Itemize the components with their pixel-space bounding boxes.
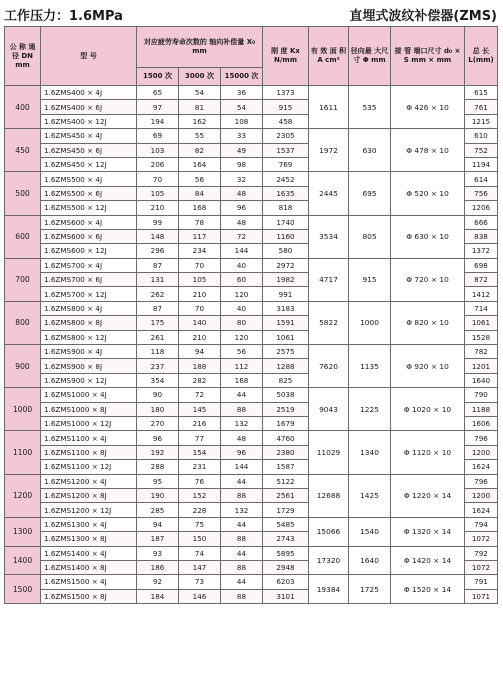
x15000-cell: 49	[221, 143, 263, 157]
model-cell: 1.6ZMS1100 × 12J	[41, 460, 137, 474]
x1500-cell: 70	[137, 172, 179, 186]
model-cell: 1.6ZMS450 × 12J	[41, 157, 137, 171]
table-row	[5, 388, 498, 402]
diameter-cell: 805	[349, 215, 391, 258]
length-cell: 756	[465, 186, 498, 200]
length-cell: 782	[465, 345, 498, 359]
length-cell: 1072	[465, 560, 498, 574]
col-pipe-header: 接 管 端口尺寸 d₀ × S mm × mm	[391, 27, 465, 86]
x1500-cell: 92	[137, 575, 179, 589]
area-cell: 3534	[309, 215, 349, 258]
x15000-cell: 88	[221, 532, 263, 546]
stiffness-cell: 1160	[263, 229, 309, 243]
stiffness-cell: 1061	[263, 330, 309, 344]
diameter-cell: 915	[349, 258, 391, 301]
x15000-cell: 40	[221, 301, 263, 315]
model-cell: 1.6ZMS1100 × 4J	[41, 431, 137, 445]
pipe-cell: Φ 920 × 10	[391, 345, 465, 388]
length-cell: 796	[465, 474, 498, 488]
stiffness-cell: 825	[263, 373, 309, 387]
model-cell: 1.6ZMS400 × 4J	[41, 86, 137, 100]
model-cell: 1.6ZMS800 × 4J	[41, 301, 137, 315]
diameter-cell: 535	[349, 86, 391, 129]
length-cell: 698	[465, 258, 498, 272]
model-cell: 1.6ZMS900 × 12J	[41, 373, 137, 387]
stiffness-cell: 5895	[263, 546, 309, 560]
stiffness-cell: 1288	[263, 359, 309, 373]
x1500-cell: 184	[137, 589, 179, 603]
x15000-cell: 48	[221, 186, 263, 200]
stiffness-cell: 4760	[263, 431, 309, 445]
x3000-cell: 82	[179, 143, 221, 157]
model-cell: 1.6ZMS500 × 4J	[41, 172, 137, 186]
x3000-cell: 72	[179, 388, 221, 402]
stiffness-cell: 769	[263, 157, 309, 171]
x15000-cell: 144	[221, 460, 263, 474]
model-cell: 1.6ZMS700 × 4J	[41, 258, 137, 272]
x15000-cell: 44	[221, 546, 263, 560]
dn-cell: 1500	[5, 575, 41, 604]
dn-cell: 400	[5, 86, 41, 129]
x1500-cell: 186	[137, 560, 179, 574]
x15000-cell: 168	[221, 373, 263, 387]
x3000-cell: 168	[179, 201, 221, 215]
x15000-cell: 80	[221, 316, 263, 330]
x1500-cell: 285	[137, 503, 179, 517]
x3000-cell: 147	[179, 560, 221, 574]
x3000-cell: 73	[179, 575, 221, 589]
x3000-cell: 234	[179, 244, 221, 258]
area-cell: 1972	[309, 129, 349, 172]
model-cell: 1.6ZMS800 × 12J	[41, 330, 137, 344]
x15000-cell: 132	[221, 416, 263, 430]
diameter-cell: 1425	[349, 474, 391, 517]
model-cell: 1.6ZMS900 × 4J	[41, 345, 137, 359]
col-model-header: 型 号	[41, 27, 137, 86]
length-cell: 838	[465, 229, 498, 243]
x15000-cell: 112	[221, 359, 263, 373]
model-cell: 1.6ZMS800 × 8J	[41, 316, 137, 330]
dn-cell: 500	[5, 172, 41, 215]
area-cell: 17320	[309, 546, 349, 575]
model-cell: 1.6ZMS1500 × 8J	[41, 589, 137, 603]
x1500-cell: 131	[137, 273, 179, 287]
length-cell: 1528	[465, 330, 498, 344]
pipe-cell: Φ 1120 × 10	[391, 431, 465, 474]
diameter-cell: 1225	[349, 388, 391, 431]
stiffness-cell: 3183	[263, 301, 309, 315]
x3000-cell: 210	[179, 287, 221, 301]
table-row	[5, 129, 498, 143]
x15000-cell: 44	[221, 388, 263, 402]
stiffness-cell: 991	[263, 287, 309, 301]
table-row	[5, 546, 498, 560]
length-cell: 1624	[465, 503, 498, 517]
pipe-cell: Φ 820 × 10	[391, 301, 465, 344]
length-cell: 1215	[465, 114, 498, 128]
x15000-cell: 96	[221, 201, 263, 215]
x15000-cell: 48	[221, 215, 263, 229]
x3000-cell: 81	[179, 100, 221, 114]
length-cell: 615	[465, 86, 498, 100]
x15000-cell: 88	[221, 589, 263, 603]
pipe-cell: Φ 1320 × 14	[391, 517, 465, 546]
spec-table	[4, 26, 498, 604]
x3000-cell: 76	[179, 474, 221, 488]
x15000-cell: 96	[221, 445, 263, 459]
x1500-cell: 237	[137, 359, 179, 373]
length-cell: 1206	[465, 201, 498, 215]
model-cell: 1.6ZMS1300 × 4J	[41, 517, 137, 531]
stiffness-cell: 5122	[263, 474, 309, 488]
dn-cell: 800	[5, 301, 41, 344]
col-diameter-header: 径向最 大尺寸 Φ mm	[349, 27, 391, 86]
stiffness-cell: 1537	[263, 143, 309, 157]
length-cell: 1200	[465, 488, 498, 502]
x15000-cell: 88	[221, 560, 263, 574]
area-cell: 5822	[309, 301, 349, 344]
stiffness-cell: 1982	[263, 273, 309, 287]
stiffness-cell: 1679	[263, 416, 309, 430]
table-row	[5, 474, 498, 488]
x3000-cell: 70	[179, 258, 221, 272]
col-area-header: 有 效 面 积 A cm²	[309, 27, 349, 86]
length-cell: 1412	[465, 287, 498, 301]
stiffness-cell: 2972	[263, 258, 309, 272]
table-row	[5, 575, 498, 589]
x15000-cell: 60	[221, 273, 263, 287]
pipe-cell: Φ 630 × 10	[391, 215, 465, 258]
x1500-cell: 296	[137, 244, 179, 258]
x3000-cell: 164	[179, 157, 221, 171]
x1500-cell: 118	[137, 345, 179, 359]
x1500-cell: 270	[137, 416, 179, 430]
length-cell: 761	[465, 100, 498, 114]
x1500-cell: 105	[137, 186, 179, 200]
diameter-cell: 695	[349, 172, 391, 215]
table-row	[5, 345, 498, 359]
stiffness-cell: 2380	[263, 445, 309, 459]
x3000-cell: 231	[179, 460, 221, 474]
dn-cell: 700	[5, 258, 41, 301]
working-pressure-title: 工作压力：1.6MPa	[4, 9, 123, 24]
length-cell: 1194	[465, 157, 498, 171]
table-row	[5, 86, 498, 100]
model-cell: 1.6ZMS400 × 6J	[41, 100, 137, 114]
length-cell: 1200	[465, 445, 498, 459]
length-cell: 1072	[465, 532, 498, 546]
model-cell: 1.6ZMS400 × 12J	[41, 114, 137, 128]
model-cell: 1.6ZMS1400 × 8J	[41, 560, 137, 574]
table-row	[5, 172, 498, 186]
pipe-cell: Φ 720 × 10	[391, 258, 465, 301]
x15000-cell: 48	[221, 431, 263, 445]
col-15000-header: 15000 次	[221, 68, 263, 86]
x3000-cell: 94	[179, 345, 221, 359]
diameter-cell: 1340	[349, 431, 391, 474]
x1500-cell: 190	[137, 488, 179, 502]
model-cell: 1.6ZMS1200 × 12J	[41, 503, 137, 517]
x15000-cell: 132	[221, 503, 263, 517]
x3000-cell: 145	[179, 402, 221, 416]
x3000-cell: 55	[179, 129, 221, 143]
x1500-cell: 69	[137, 129, 179, 143]
area-cell: 12688	[309, 474, 349, 517]
x1500-cell: 210	[137, 201, 179, 215]
length-cell: 1640	[465, 373, 498, 387]
stiffness-cell: 3101	[263, 589, 309, 603]
length-cell: 1624	[465, 460, 498, 474]
model-cell: 1.6ZMS1200 × 8J	[41, 488, 137, 502]
x1500-cell: 94	[137, 517, 179, 531]
stiffness-cell: 915	[263, 100, 309, 114]
area-cell: 2445	[309, 172, 349, 215]
x1500-cell: 262	[137, 287, 179, 301]
x1500-cell: 103	[137, 143, 179, 157]
length-cell: 1071	[465, 589, 498, 603]
model-cell: 1.6ZMS1000 × 8J	[41, 402, 137, 416]
x15000-cell: 56	[221, 345, 263, 359]
area-cell: 11029	[309, 431, 349, 474]
table-row	[5, 431, 498, 445]
x3000-cell: 210	[179, 330, 221, 344]
x3000-cell: 188	[179, 359, 221, 373]
diameter-cell: 1000	[349, 301, 391, 344]
x3000-cell: 77	[179, 431, 221, 445]
x3000-cell: 105	[179, 273, 221, 287]
x1500-cell: 87	[137, 258, 179, 272]
length-cell: 1606	[465, 416, 498, 430]
page-header	[4, 2, 497, 22]
dn-cell: 1000	[5, 388, 41, 431]
model-cell: 1.6ZMS450 × 4J	[41, 129, 137, 143]
table-row	[5, 215, 498, 229]
col-length-header: 总 长 L(mm)	[465, 27, 498, 86]
pipe-cell: Φ 520 × 10	[391, 172, 465, 215]
pipe-cell: Φ 1020 × 10	[391, 388, 465, 431]
model-cell: 1.6ZMS1300 × 8J	[41, 532, 137, 546]
stiffness-cell: 2575	[263, 345, 309, 359]
product-title: 直埋式波纹补偿器(ZMS)	[349, 9, 497, 24]
diameter-cell: 1640	[349, 546, 391, 575]
length-cell: 714	[465, 301, 498, 315]
table-row	[5, 258, 498, 272]
x15000-cell: 88	[221, 488, 263, 502]
stiffness-cell: 5485	[263, 517, 309, 531]
dn-cell: 1300	[5, 517, 41, 546]
x15000-cell: 144	[221, 244, 263, 258]
length-cell: 752	[465, 143, 498, 157]
pipe-cell: Φ 1220 × 14	[391, 474, 465, 517]
table-body	[5, 86, 498, 604]
x15000-cell: 44	[221, 575, 263, 589]
stiffness-cell: 818	[263, 201, 309, 215]
x15000-cell: 120	[221, 330, 263, 344]
model-cell: 1.6ZMS1200 × 4J	[41, 474, 137, 488]
x15000-cell: 44	[221, 517, 263, 531]
x15000-cell: 88	[221, 402, 263, 416]
length-cell: 872	[465, 273, 498, 287]
x1500-cell: 206	[137, 157, 179, 171]
x1500-cell: 97	[137, 100, 179, 114]
area-cell: 19384	[309, 575, 349, 604]
x1500-cell: 175	[137, 316, 179, 330]
x1500-cell: 354	[137, 373, 179, 387]
x3000-cell: 84	[179, 186, 221, 200]
area-cell: 7620	[309, 345, 349, 388]
stiffness-cell: 458	[263, 114, 309, 128]
length-cell: 792	[465, 546, 498, 560]
x3000-cell: 75	[179, 517, 221, 531]
model-cell: 1.6ZMS600 × 12J	[41, 244, 137, 258]
x15000-cell: 33	[221, 129, 263, 143]
x3000-cell: 216	[179, 416, 221, 430]
x1500-cell: 192	[137, 445, 179, 459]
x3000-cell: 70	[179, 301, 221, 315]
table-header	[5, 27, 498, 86]
model-cell: 1.6ZMS1000 × 4J	[41, 388, 137, 402]
x15000-cell: 98	[221, 157, 263, 171]
col-stiffness-header: 刚 度 Kx N/mm	[263, 27, 309, 86]
x15000-cell: 32	[221, 172, 263, 186]
pipe-cell: Φ 1520 × 14	[391, 575, 465, 604]
x15000-cell: 108	[221, 114, 263, 128]
model-cell: 1.6ZMS700 × 6J	[41, 273, 137, 287]
x3000-cell: 228	[179, 503, 221, 517]
model-cell: 1.6ZMS1000 × 12J	[41, 416, 137, 430]
stiffness-cell: 580	[263, 244, 309, 258]
stiffness-cell: 2452	[263, 172, 309, 186]
diameter-cell: 1725	[349, 575, 391, 604]
col-3000-header: 3000 次	[179, 68, 221, 86]
x15000-cell: 54	[221, 100, 263, 114]
length-cell: 666	[465, 215, 498, 229]
length-cell: 614	[465, 172, 498, 186]
model-cell: 1.6ZMS1400 × 4J	[41, 546, 137, 560]
x15000-cell: 44	[221, 474, 263, 488]
x3000-cell: 146	[179, 589, 221, 603]
stiffness-cell: 5038	[263, 388, 309, 402]
area-cell: 9043	[309, 388, 349, 431]
x1500-cell: 194	[137, 114, 179, 128]
length-cell: 794	[465, 517, 498, 531]
table-row	[5, 517, 498, 531]
dn-cell: 450	[5, 129, 41, 172]
pipe-cell: Φ 1420 × 14	[391, 546, 465, 575]
x3000-cell: 54	[179, 86, 221, 100]
stiffness-cell: 1635	[263, 186, 309, 200]
stiffness-cell: 1373	[263, 86, 309, 100]
x1500-cell: 99	[137, 215, 179, 229]
stiffness-cell: 1729	[263, 503, 309, 517]
stiffness-cell: 2305	[263, 129, 309, 143]
length-cell: 1372	[465, 244, 498, 258]
model-cell: 1.6ZMS700 × 12J	[41, 287, 137, 301]
length-cell: 796	[465, 431, 498, 445]
x1500-cell: 65	[137, 86, 179, 100]
table-row	[5, 301, 498, 315]
area-cell: 15066	[309, 517, 349, 546]
col-fatigue-header: 对应疲劳寿命次数的 轴向补偿量 X₀ mm	[137, 27, 263, 68]
x3000-cell: 56	[179, 172, 221, 186]
x3000-cell: 162	[179, 114, 221, 128]
diameter-cell: 1540	[349, 517, 391, 546]
dn-cell: 1400	[5, 546, 41, 575]
stiffness-cell: 6203	[263, 575, 309, 589]
x1500-cell: 95	[137, 474, 179, 488]
x15000-cell: 72	[221, 229, 263, 243]
pipe-cell: Φ 478 × 10	[391, 129, 465, 172]
length-cell: 1188	[465, 402, 498, 416]
dn-cell: 1200	[5, 474, 41, 517]
model-cell: 1.6ZMS1100 × 8J	[41, 445, 137, 459]
stiffness-cell: 1591	[263, 316, 309, 330]
stiffness-cell: 2743	[263, 532, 309, 546]
stiffness-cell: 1587	[263, 460, 309, 474]
x3000-cell: 78	[179, 215, 221, 229]
x3000-cell: 150	[179, 532, 221, 546]
x1500-cell: 180	[137, 402, 179, 416]
x1500-cell: 148	[137, 229, 179, 243]
x15000-cell: 36	[221, 86, 263, 100]
x1500-cell: 96	[137, 431, 179, 445]
length-cell: 1061	[465, 316, 498, 330]
model-cell: 1.6ZMS500 × 6J	[41, 186, 137, 200]
x3000-cell: 140	[179, 316, 221, 330]
stiffness-cell: 2948	[263, 560, 309, 574]
x1500-cell: 261	[137, 330, 179, 344]
x15000-cell: 40	[221, 258, 263, 272]
x3000-cell: 117	[179, 229, 221, 243]
model-cell: 1.6ZMS1500 × 4J	[41, 575, 137, 589]
x3000-cell: 152	[179, 488, 221, 502]
dn-cell: 600	[5, 215, 41, 258]
area-cell: 4717	[309, 258, 349, 301]
x1500-cell: 90	[137, 388, 179, 402]
x1500-cell: 288	[137, 460, 179, 474]
model-cell: 1.6ZMS500 × 12J	[41, 201, 137, 215]
stiffness-cell: 1740	[263, 215, 309, 229]
x3000-cell: 74	[179, 546, 221, 560]
model-cell: 1.6ZMS600 × 6J	[41, 229, 137, 243]
model-cell: 1.6ZMS450 × 6J	[41, 143, 137, 157]
length-cell: 610	[465, 129, 498, 143]
diameter-cell: 1135	[349, 345, 391, 388]
diameter-cell: 630	[349, 129, 391, 172]
pipe-cell: Φ 426 × 10	[391, 86, 465, 129]
x15000-cell: 120	[221, 287, 263, 301]
x1500-cell: 87	[137, 301, 179, 315]
length-cell: 791	[465, 575, 498, 589]
dn-cell: 1100	[5, 431, 41, 474]
area-cell: 1611	[309, 86, 349, 129]
x1500-cell: 187	[137, 532, 179, 546]
col-dn-header: 公 称 通 径 DN mm	[5, 27, 41, 86]
x1500-cell: 93	[137, 546, 179, 560]
length-cell: 790	[465, 388, 498, 402]
x3000-cell: 282	[179, 373, 221, 387]
model-cell: 1.6ZMS900 × 8J	[41, 359, 137, 373]
model-cell: 1.6ZMS600 × 4J	[41, 215, 137, 229]
x3000-cell: 154	[179, 445, 221, 459]
col-1500-header: 1500 次	[137, 68, 179, 86]
dn-cell: 900	[5, 345, 41, 388]
stiffness-cell: 2519	[263, 402, 309, 416]
stiffness-cell: 2561	[263, 488, 309, 502]
length-cell: 1201	[465, 359, 498, 373]
